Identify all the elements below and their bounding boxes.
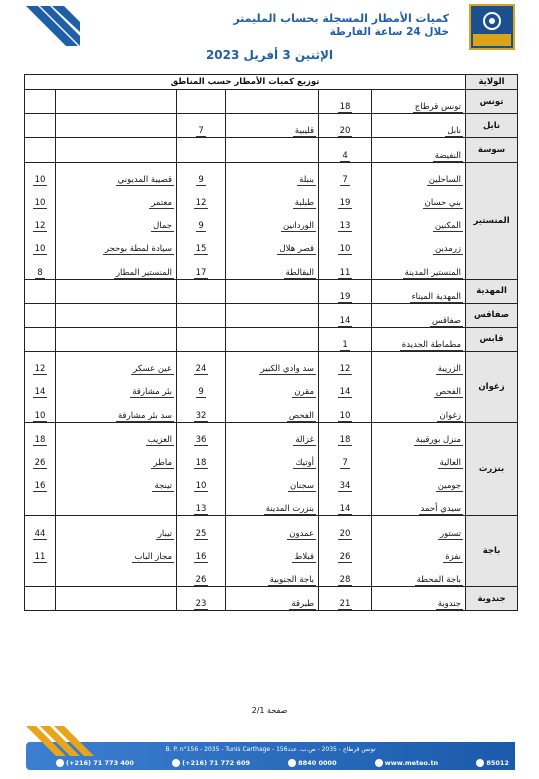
rainfall-value: 14: [34, 387, 46, 398]
station-name-cell: [372, 327, 466, 351]
table-row: [25, 540, 518, 563]
station-name-cell: [56, 209, 177, 232]
page-number: صفحة 2/1: [251, 706, 288, 715]
meteo-institute-logo-icon: [469, 4, 515, 50]
rainfall-value: 1: [342, 340, 348, 351]
rainfall-value-cell: [25, 232, 56, 255]
rainfall-value: 17: [195, 267, 207, 278]
report-header: [109, 12, 449, 38]
station-name: جمال: [153, 221, 173, 232]
station-name: قصيبة المديوني: [117, 174, 173, 185]
station-name-cell: [56, 279, 177, 303]
station-name: قبلاط: [294, 551, 315, 562]
rainfall-value-cell: [25, 186, 56, 209]
rainfall-value: 9: [198, 174, 204, 185]
table-row: [25, 138, 518, 162]
rainfall-value: 25: [195, 528, 207, 539]
station-name-cell: [226, 492, 319, 516]
report-title: كميات الأمطار المسجلة بحساب المليمتر: [233, 12, 449, 25]
rainfall-value-cell: [177, 516, 226, 540]
station-name-cell: [56, 352, 177, 376]
station-name: تونس قرطاج: [414, 102, 462, 113]
table-row: [25, 162, 518, 186]
station-name: الزريبة: [437, 364, 462, 375]
rainfall-value-cell: [319, 279, 372, 303]
station-name-cell: [56, 255, 177, 279]
rainfall-value: 15: [195, 244, 207, 255]
station-name-cell: [56, 90, 177, 114]
rainfall-value-cell: [177, 114, 226, 138]
footer-website[interactable]: www.meteo.tn: [375, 759, 438, 767]
station-name: منزل بورقيبة: [415, 434, 462, 445]
rainfall-value-cell: [25, 114, 56, 138]
station-name-cell: [56, 563, 177, 587]
footer-phone2: (+216) 71 772 609: [172, 759, 250, 767]
station-name-cell: [226, 516, 319, 540]
station-name-cell: [226, 232, 319, 255]
footer-green-number: 8840 0000: [288, 759, 336, 767]
station-name: طبلبة: [294, 197, 315, 208]
rainfall-value-cell: [25, 327, 56, 351]
governorate-cell: زغوان: [466, 352, 518, 423]
table-row: [25, 186, 518, 209]
rainfall-value: 32: [195, 410, 207, 421]
table-row: [25, 255, 518, 279]
rainfall-value: 16: [34, 481, 46, 492]
rainfall-value-cell: [177, 327, 226, 351]
station-name-cell: [226, 279, 319, 303]
station-name-cell: [372, 469, 466, 492]
station-name-cell: [56, 232, 177, 255]
rainfall-value-cell: [319, 540, 372, 563]
rainfall-value: 24: [195, 364, 207, 375]
rainfall-value: 26: [195, 574, 207, 585]
rainfall-value: 19: [339, 291, 351, 302]
station-name: المكنين: [434, 221, 462, 232]
governorate-cell: باجة: [466, 516, 518, 587]
station-name-cell: [226, 375, 319, 398]
station-name: قصر هلال: [279, 244, 315, 255]
station-name: الفحص: [288, 410, 315, 421]
station-name: الساحلين: [428, 174, 462, 185]
station-name: النفيضة: [434, 150, 462, 161]
rainfall-value-cell: [319, 255, 372, 279]
rainfall-value-cell: [177, 375, 226, 398]
station-name: أوتيك: [295, 458, 315, 468]
station-name-cell: [56, 422, 177, 446]
rainfall-value-cell: [177, 90, 226, 114]
station-name: زغوان: [439, 410, 462, 421]
rainfall-value: 16: [195, 551, 207, 562]
rainfall-value-cell: [319, 375, 372, 398]
rainfall-value: 18: [339, 434, 351, 445]
phone-icon: [476, 759, 484, 767]
rainfall-value-cell: [177, 469, 226, 492]
station-name: نفزة: [445, 551, 462, 562]
rainfall-value: 23: [195, 599, 207, 610]
station-name-cell: [56, 446, 177, 469]
station-name: العالية: [439, 458, 462, 468]
table-row: [25, 446, 518, 469]
rainfall-value: 10: [339, 244, 351, 255]
rainfall-value-cell: [177, 303, 226, 327]
station-name-cell: [56, 398, 177, 422]
rainfall-value-cell: [25, 352, 56, 376]
table-row: [25, 516, 518, 540]
station-name: تينجة: [154, 481, 173, 492]
rainfall-value-cell: [177, 232, 226, 255]
fax-icon: [172, 759, 180, 767]
rainfall-value: 7: [198, 126, 204, 137]
rainfall-value-cell: [177, 540, 226, 563]
rainfall-value-cell: [25, 422, 56, 446]
rainfall-value-cell: [319, 352, 372, 376]
station-name-cell: [56, 186, 177, 209]
station-name: بني حسان: [424, 197, 462, 208]
report-subtitle: خلال 24 ساعة الفارطة: [329, 26, 449, 38]
rainfall-value: 10: [34, 244, 46, 255]
rainfall-value: 28: [339, 574, 351, 585]
station-name-cell: [372, 375, 466, 398]
rainfall-value-cell: [319, 303, 372, 327]
rainfall-value-cell: [25, 586, 56, 610]
station-name: سجنان: [290, 481, 315, 492]
station-name: المنستير المطار: [115, 267, 173, 278]
rainfall-value-cell: [319, 446, 372, 469]
station-name: بنزرت المدينة: [265, 504, 315, 515]
station-name: مطماطة الجديدة: [401, 340, 462, 351]
station-name-cell: [56, 469, 177, 492]
table-row: [25, 90, 518, 114]
rainfall-value-cell: [25, 375, 56, 398]
footer-phone1: (+216) 71 773 400: [56, 759, 134, 767]
station-name-cell: [226, 446, 319, 469]
station-name: المنستير المدينة: [404, 267, 462, 278]
station-name-cell: [372, 232, 466, 255]
station-name-cell: [226, 586, 319, 610]
rainfall-value: 26: [34, 458, 46, 468]
station-name: غزالة: [295, 434, 315, 445]
rainfall-value-cell: [177, 422, 226, 446]
rainfall-value: 18: [339, 102, 351, 113]
phone-icon: [56, 759, 64, 767]
rainfall-value-cell: [177, 255, 226, 279]
rainfall-value-cell: [25, 303, 56, 327]
rainfall-value: 14: [339, 315, 351, 326]
rainfall-value-cell: [25, 138, 56, 162]
station-name-cell: [372, 422, 466, 446]
station-name: طبرقة: [291, 599, 315, 610]
station-name: باجة الجنوبية: [269, 574, 315, 585]
rainfall-value-cell: [319, 563, 372, 587]
rainfall-value: 12: [339, 364, 351, 375]
rainfall-value: 19: [339, 197, 351, 208]
rainfall-value-cell: [177, 138, 226, 162]
rainfall-value-cell: [319, 209, 372, 232]
station-name: جندوبة: [437, 599, 462, 610]
station-name: مجاز الباب: [134, 551, 173, 562]
table-row: [25, 303, 518, 327]
rainfall-value-cell: [25, 446, 56, 469]
station-name-cell: [56, 162, 177, 186]
rainfall-value: 14: [339, 387, 351, 398]
rainfall-value-cell: [177, 162, 226, 186]
rainfall-value: 36: [195, 434, 207, 445]
station-name: تستور: [440, 528, 462, 539]
rainfall-value: 44: [34, 528, 46, 539]
governorate-cell: صفاقس: [466, 303, 518, 327]
station-name-cell: [226, 303, 319, 327]
rainfall-value-cell: [177, 446, 226, 469]
rainfall-value: 7: [342, 174, 348, 185]
table-row: [25, 209, 518, 232]
rainfall-value: 10: [195, 481, 207, 492]
rainfall-value: 4: [342, 150, 348, 161]
table-row: [25, 492, 518, 516]
station-name: الوردانين: [283, 221, 315, 232]
station-name-cell: [56, 138, 177, 162]
rainfall-value-cell: [25, 398, 56, 422]
station-name: باجة المحطة: [416, 574, 462, 585]
rainfall-value-cell: [25, 563, 56, 587]
station-name: الفحص: [435, 387, 462, 398]
station-name-cell: [56, 114, 177, 138]
table-row: [25, 422, 518, 446]
station-name-cell: [226, 398, 319, 422]
station-name-cell: [372, 162, 466, 186]
station-name-cell: [372, 446, 466, 469]
governorate-cell: جندوبة: [466, 586, 518, 610]
station-name-cell: [226, 422, 319, 446]
station-name-cell: [372, 398, 466, 422]
rainfall-value-cell: [319, 232, 372, 255]
rainfall-value-cell: [319, 186, 372, 209]
footer-contacts: [56, 759, 509, 767]
rainfall-value-cell: [319, 138, 372, 162]
table-row: [25, 375, 518, 398]
station-name-cell: [226, 352, 319, 376]
rainfall-value: 8: [37, 267, 43, 278]
station-name-cell: [226, 186, 319, 209]
governorate-cell: تونس: [466, 90, 518, 114]
station-name: نابل: [447, 126, 462, 137]
rainfall-value: 18: [195, 458, 207, 468]
station-name: سد وادي الكبير: [260, 364, 315, 375]
rainfall-value-cell: [25, 255, 56, 279]
rainfall-value-cell: [319, 422, 372, 446]
rainfall-value-cell: [319, 492, 372, 516]
rainfall-value-cell: [177, 492, 226, 516]
rainfall-value-cell: [319, 398, 372, 422]
station-name: سد بئر مشارقة: [117, 410, 173, 421]
rainfall-value: 34: [339, 481, 351, 492]
station-name-cell: [226, 469, 319, 492]
rainfall-value-cell: [177, 279, 226, 303]
rainfall-value: 9: [198, 387, 204, 398]
rainfall-value: 13: [195, 504, 207, 515]
rainfall-value: 13: [339, 221, 351, 232]
governorate-cell: سوسة: [466, 138, 518, 162]
station-name-cell: [226, 255, 319, 279]
station-name: قليبية: [294, 126, 315, 137]
rainfall-value-cell: [25, 209, 56, 232]
table-row: [25, 327, 518, 351]
rainfall-value: 12: [34, 221, 46, 232]
station-name-cell: [226, 114, 319, 138]
station-name: معتمر: [151, 197, 173, 208]
station-name-cell: [226, 327, 319, 351]
station-name: مقرن: [294, 387, 315, 398]
station-name-cell: [226, 209, 319, 232]
station-name: المهدية الميناء: [411, 291, 462, 302]
rainfall-value: 10: [34, 174, 46, 185]
page-footer: [26, 726, 515, 770]
station-name: جومين: [437, 481, 462, 492]
governorate-column-header: الولاية: [466, 75, 518, 90]
rainfall-value-cell: [25, 469, 56, 492]
table-row: [25, 114, 518, 138]
table-row: [25, 469, 518, 492]
rainfall-value: 10: [34, 410, 46, 421]
station-name-cell: [372, 209, 466, 232]
governorate-cell: المنستير: [466, 162, 518, 279]
station-name-cell: [56, 303, 177, 327]
station-name-cell: [372, 90, 466, 114]
station-name-cell: [56, 516, 177, 540]
station-name: سيادة لمطة بوحجر: [104, 244, 173, 255]
rainfall-value-cell: [319, 469, 372, 492]
station-name-cell: [56, 327, 177, 351]
rainfall-value-cell: [177, 563, 226, 587]
station-name: عين عسكر: [133, 364, 173, 375]
rainfall-value-cell: [177, 352, 226, 376]
footer-short-number: 85012: [476, 759, 509, 767]
governorate-cell: قابس: [466, 327, 518, 351]
table-row: [25, 563, 518, 587]
company-logo-stripes-icon: [22, 6, 82, 50]
station-name: البقالطة: [285, 267, 315, 278]
footer-address: B. P. n°156 - 2035 - Tunis Carthage - تونس قرطاج - 2035 - ص.ب. عدد156: [165, 746, 376, 753]
rainfall-value: 10: [339, 410, 351, 421]
station-name-cell: [372, 255, 466, 279]
station-name-cell: [56, 540, 177, 563]
station-name-cell: [226, 563, 319, 587]
station-name-cell: [372, 352, 466, 376]
station-name: زرمدين: [434, 244, 462, 255]
station-name-cell: [372, 303, 466, 327]
distribution-column-header: توزيع كميات الأمطار حسب المناطق: [25, 75, 466, 90]
station-name-cell: [372, 586, 466, 610]
rainfall-value: 20: [339, 528, 351, 539]
rainfall-value: 20: [339, 126, 351, 137]
rainfall-value: 10: [34, 197, 46, 208]
station-name-cell: [56, 375, 177, 398]
rainfall-value: 11: [339, 267, 351, 278]
rainfall-value-cell: [319, 114, 372, 138]
rainfall-value-cell: [319, 586, 372, 610]
rainfall-value-cell: [25, 540, 56, 563]
station-name-cell: [372, 114, 466, 138]
rainfall-value-cell: [319, 90, 372, 114]
station-name-cell: [226, 540, 319, 563]
rainfall-value-cell: [25, 162, 56, 186]
rainfall-table: [24, 74, 518, 611]
station-name-cell: [226, 90, 319, 114]
station-name: سيدي أحمد: [420, 504, 462, 515]
rainfall-value-cell: [25, 90, 56, 114]
rainfall-value: 12: [34, 364, 46, 375]
station-name: بنبلة: [299, 174, 315, 185]
rainfall-value-cell: [319, 327, 372, 351]
station-name-cell: [372, 138, 466, 162]
rainfall-value-cell: [177, 586, 226, 610]
rainfall-value: 11: [34, 551, 46, 562]
station-name: تيبار: [157, 528, 173, 539]
station-name: عمدون: [289, 528, 315, 539]
governorate-cell: بنزرت: [466, 422, 518, 516]
rainfall-value: 14: [339, 504, 351, 515]
station-name: العزيب: [147, 434, 173, 445]
rainfall-value-cell: [25, 492, 56, 516]
table-row: [25, 586, 518, 610]
station-name-cell: [372, 540, 466, 563]
rainfall-value-cell: [177, 209, 226, 232]
table-row: [25, 279, 518, 303]
rainfall-value: 12: [195, 197, 207, 208]
station-name: بئر مشارقة: [132, 387, 173, 398]
rainfall-value-cell: [319, 516, 372, 540]
station-name-cell: [372, 186, 466, 209]
report-date: الإثنين 3 أفريل 2023: [205, 48, 334, 62]
rainfall-value: 18: [34, 434, 46, 445]
rainfall-value-cell: [25, 516, 56, 540]
station-name-cell: [372, 563, 466, 587]
rainfall-value-cell: [25, 279, 56, 303]
table-header-row: [25, 75, 518, 90]
station-name-cell: [372, 516, 466, 540]
station-name-cell: [56, 492, 177, 516]
rainfall-value: 26: [339, 551, 351, 562]
station-name-cell: [372, 279, 466, 303]
rainfall-value-cell: [177, 186, 226, 209]
globe-icon: [375, 759, 383, 767]
governorate-cell: نابل: [466, 114, 518, 138]
rainfall-value: 9: [198, 221, 204, 232]
green-number-icon: [288, 759, 296, 767]
rainfall-value: 21: [339, 599, 351, 610]
station-name: صفاقس: [432, 315, 462, 326]
station-name-cell: [226, 162, 319, 186]
rainfall-value: 7: [342, 458, 348, 468]
governorate-cell: المهدية: [466, 279, 518, 303]
table-row: [25, 352, 518, 376]
table-row: [25, 398, 518, 422]
rainfall-value-cell: [319, 162, 372, 186]
station-name-cell: [372, 492, 466, 516]
station-name-cell: [56, 586, 177, 610]
rainfall-value-cell: [177, 398, 226, 422]
station-name: ماطر: [153, 458, 173, 468]
table-row: [25, 232, 518, 255]
station-name-cell: [226, 138, 319, 162]
